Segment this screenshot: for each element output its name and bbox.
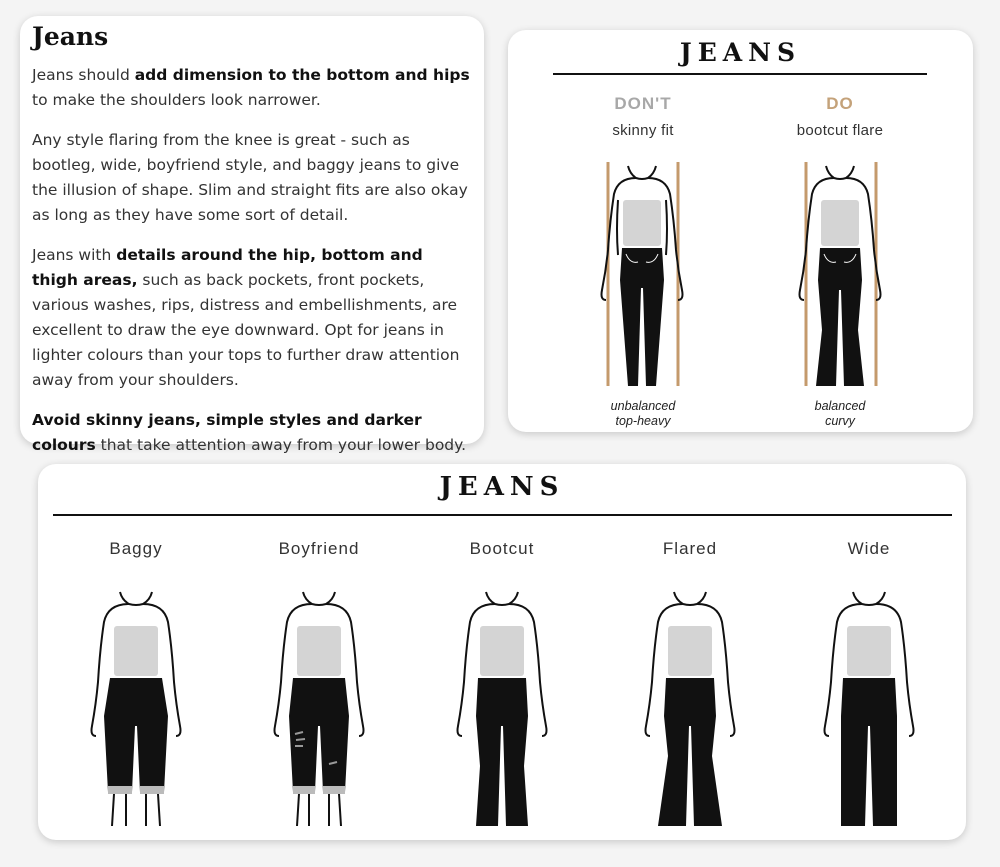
style-label-flared: Flared xyxy=(662,539,718,558)
baggy-jeans-figure xyxy=(82,586,190,832)
skinny-fit-figure xyxy=(592,160,692,390)
p1-text-c: to make the shoulders look narrower. xyxy=(32,91,321,109)
p4-bold: Avoid skinny jeans, simple styles and darker colours xyxy=(32,411,422,454)
top-garment xyxy=(623,200,661,246)
dont-fit-label: skinny fit xyxy=(612,122,674,139)
style-label-wide: Wide xyxy=(847,539,891,558)
dont-tag: DON'T xyxy=(614,94,672,113)
do-caption-line-2: curvy xyxy=(825,414,855,428)
bootcut-jeans-shape xyxy=(816,248,864,386)
advice-paragraph-2: Any style flaring from the knee is great - such as bootleg, wide, boyfriend style, and baggy jeans to give the illusion of shape. Slim and straight fits are also okay as long as they have some sort of detail. xyxy=(32,131,468,224)
style-label-baggy: Baggy xyxy=(109,539,163,558)
wide-jeans-figure xyxy=(815,586,923,832)
style-label-bootcut: Bootcut xyxy=(469,539,535,558)
p1-bold: add dimension to the bottom and hips xyxy=(134,66,470,84)
advice-paragraph-3 xyxy=(32,243,472,393)
p1-text-a: Jeans should xyxy=(32,66,135,84)
boyfriend-jeans-figure xyxy=(265,586,373,832)
wide-jeans-shape xyxy=(841,678,897,826)
skinny-jeans-shape xyxy=(620,248,664,386)
styles-title: JEANS xyxy=(439,472,565,502)
do-fit-label: bootcut flare xyxy=(796,122,884,139)
jeans-advice-card xyxy=(20,16,484,454)
bootcut-jeans-figure xyxy=(448,586,556,832)
do-caption-line-1: balanced xyxy=(814,399,866,413)
advice-title: Jeans xyxy=(32,22,109,51)
do-caption xyxy=(765,399,915,429)
flared-jeans-figure xyxy=(636,586,744,832)
dont-do-comparison-card xyxy=(508,30,973,432)
baggy-jeans-shape xyxy=(104,678,168,792)
dont-caption-line-2: top-heavy xyxy=(615,414,671,428)
bootcut-flare-figure xyxy=(790,160,890,390)
dont-column-header xyxy=(568,94,718,139)
p4-text-c: that take attention away from your lower body. xyxy=(95,436,467,454)
p3-text-a: Jeans with xyxy=(32,246,117,264)
advice-paragraph-4 xyxy=(32,408,472,458)
bootcut-jeans-shape xyxy=(476,678,528,826)
comparison-title: JEANS xyxy=(679,38,802,67)
flared-jeans-shape xyxy=(658,678,722,826)
p3-bold: details around the hip, bottom and thigh areas, xyxy=(32,246,423,289)
comparison-title-rule xyxy=(553,73,927,75)
boyfriend-jeans-shape xyxy=(289,678,349,792)
styles-title-rule xyxy=(53,514,952,516)
advice-paragraph-1 xyxy=(32,63,472,113)
do-tag: DO xyxy=(826,94,854,113)
style-label-boyfriend: Boyfriend xyxy=(278,539,360,558)
do-column-header xyxy=(765,94,915,139)
dont-caption-line-1: unbalanced xyxy=(610,399,676,413)
p3-text-c: such as back pockets, front pockets, various washes, rips, distress and embellishments, are excellent to draw the eye downward. Opt for jeans in lighter colours than your tops to further draw attention away from your shoulders. xyxy=(32,271,460,389)
jeans-styles-card xyxy=(38,464,966,840)
top-garment xyxy=(821,200,859,246)
dont-caption xyxy=(568,399,718,429)
